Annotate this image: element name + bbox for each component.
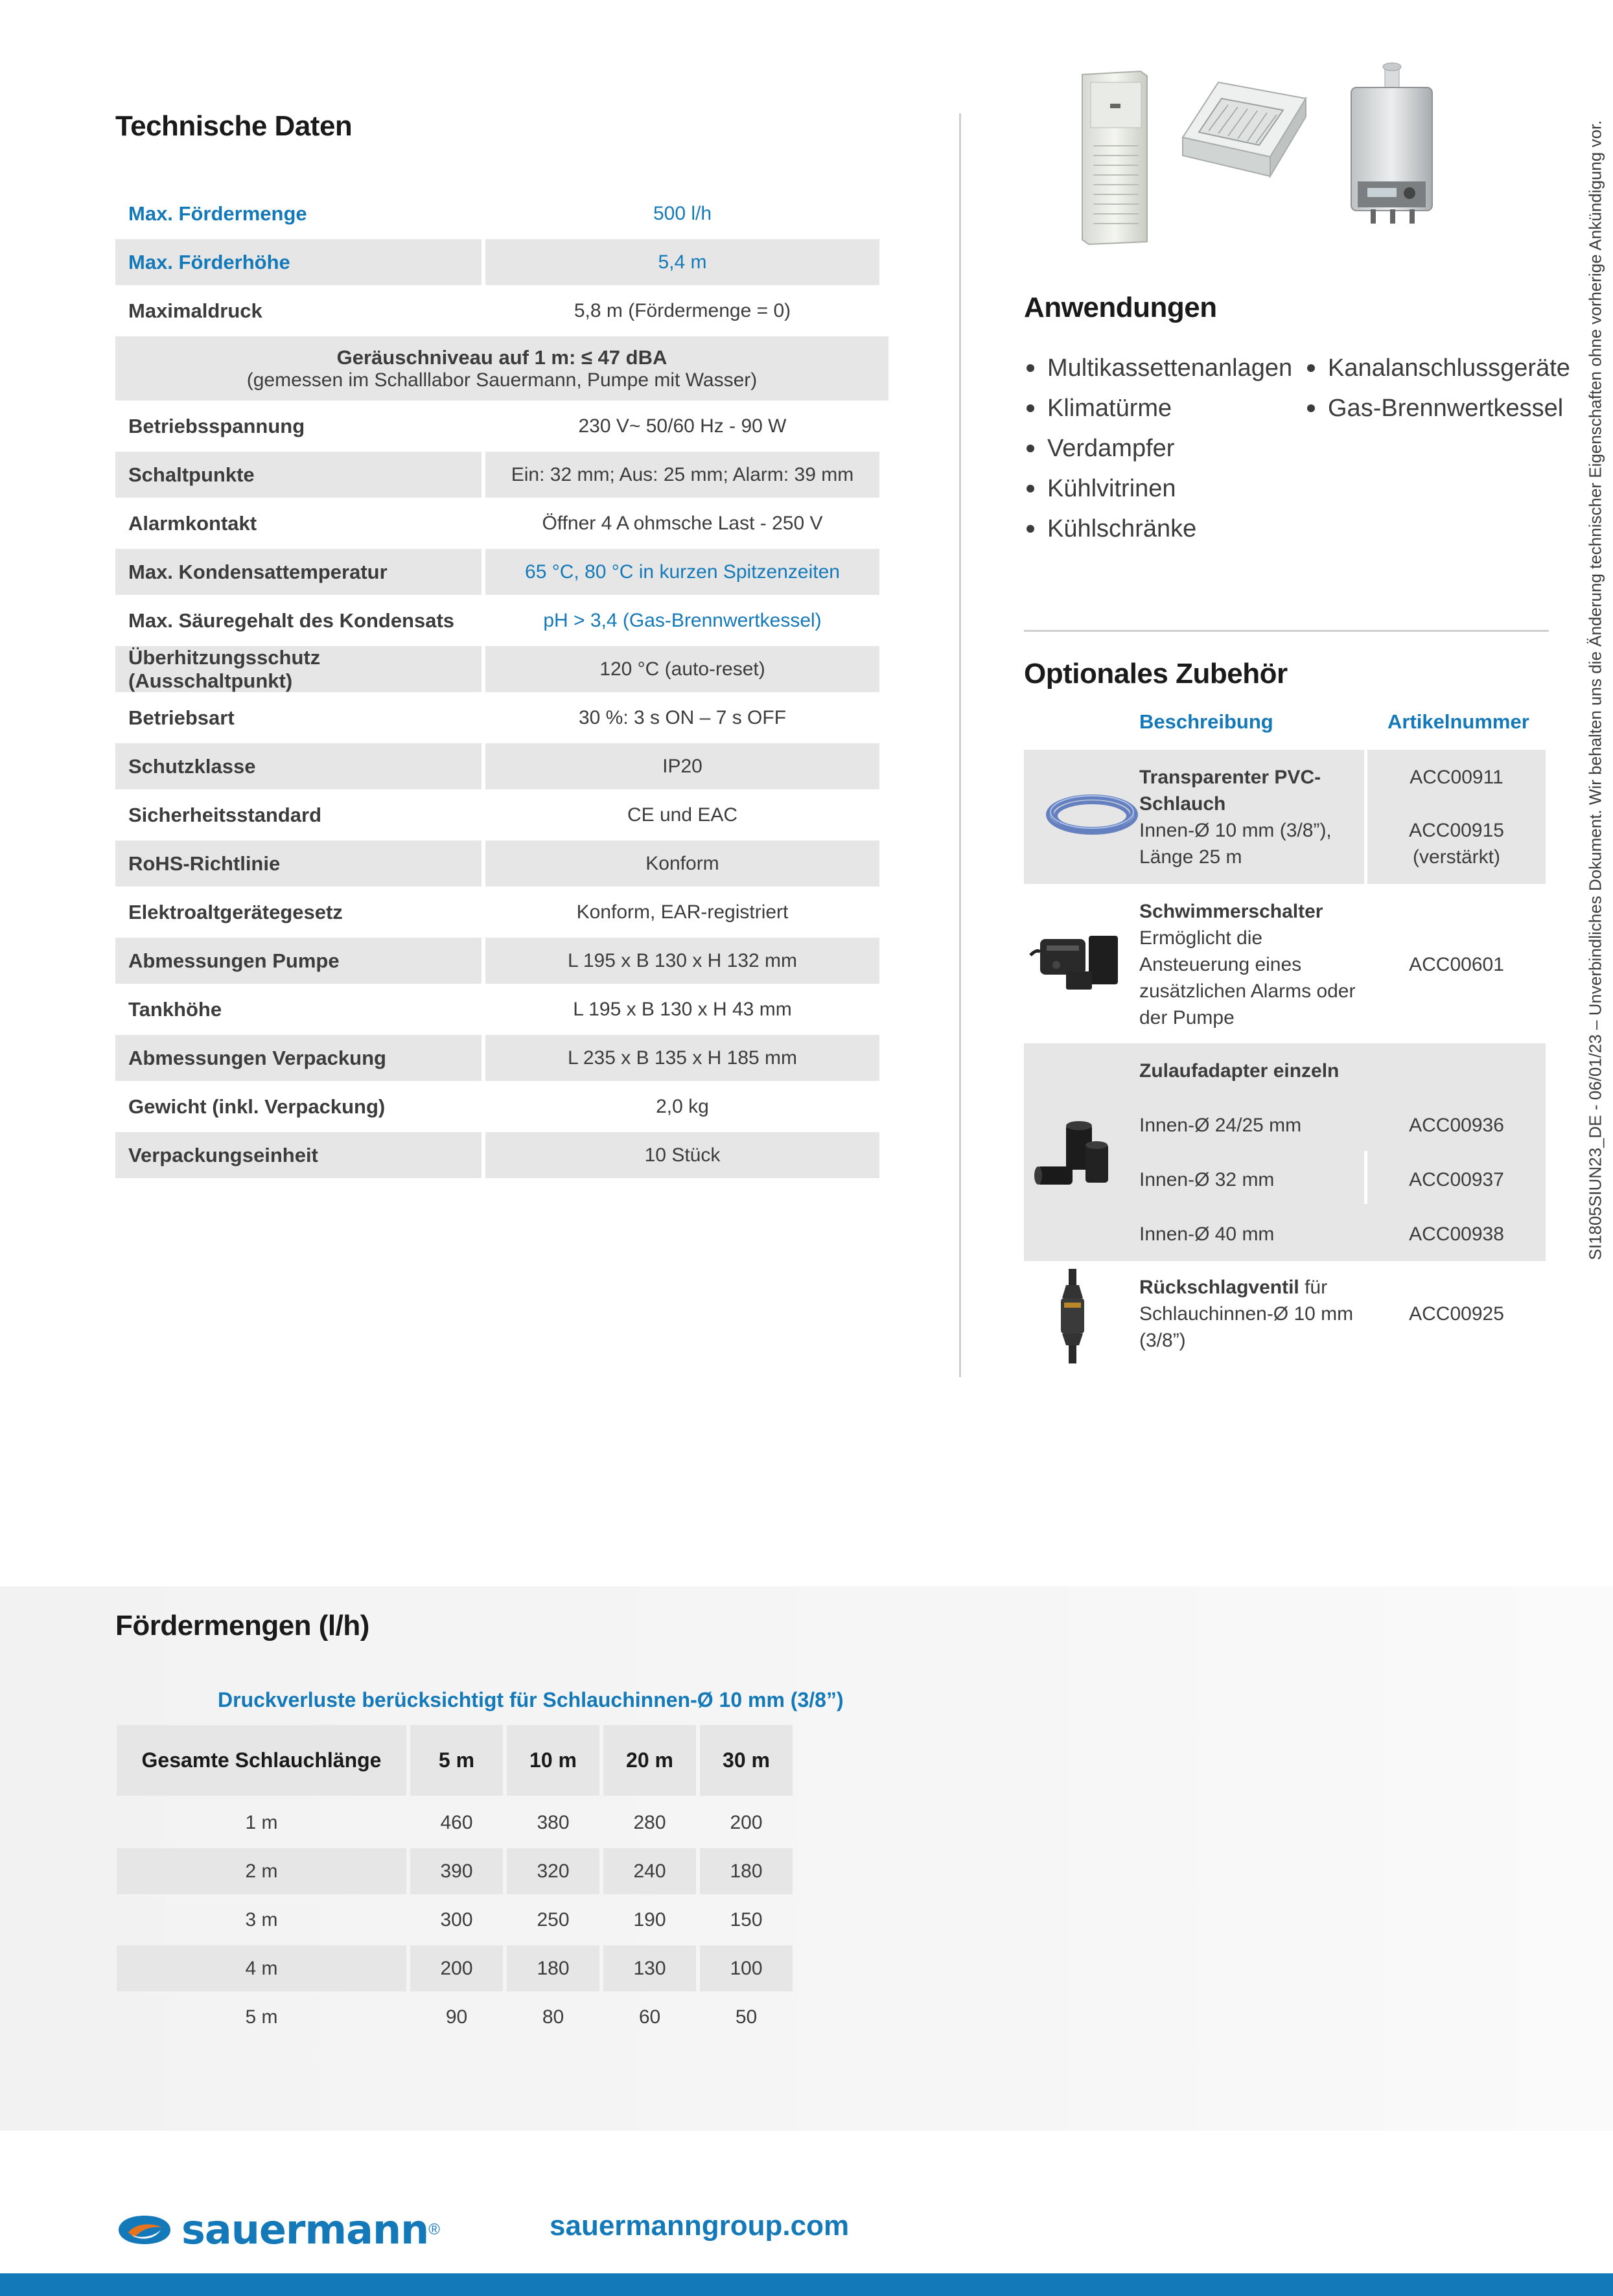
tech-key: RoHS-Richtlinie [115, 841, 482, 887]
table-cell: 320 [507, 1848, 599, 1894]
list-item [1305, 348, 1570, 388]
application-label: Klimatürme [1047, 394, 1172, 422]
table-row [115, 1035, 888, 1084]
table-row [115, 500, 888, 549]
table-row [115, 743, 888, 792]
float-switch-number: ACC00601 [1409, 954, 1504, 975]
table-row [115, 239, 888, 288]
table-row [115, 889, 888, 938]
table-row [115, 452, 888, 500]
hose-title-2: Schlauch [1139, 793, 1226, 815]
pvc-hose-image [1043, 782, 1141, 847]
tech-key: Max. Förderhöhe [115, 239, 482, 285]
tech-key: Tankhöhe [128, 997, 222, 1021]
tech-key: Sicherheitsstandard [128, 803, 322, 826]
check-valve-description [1139, 1274, 1353, 1354]
tech-value: Öffner 4 A ohmsche Last - 250 V [542, 512, 823, 534]
check-valve-line: (3/8”) [1139, 1330, 1186, 1351]
table-row [117, 1945, 793, 1994]
adapter-title-text: Zulaufadapter einzeln [1139, 1060, 1340, 1082]
tech-key: Schutzklasse [115, 743, 482, 789]
tech-key: Betriebsspannung [128, 414, 305, 437]
tech-key: Elektroaltgerätegesetz [128, 900, 343, 923]
tech-table [115, 191, 888, 1181]
bullet-icon [1027, 525, 1034, 533]
cassette-unit-image [1179, 79, 1309, 196]
list-item [1024, 509, 1292, 549]
adapter-item-number: ACC00938 [1409, 1223, 1504, 1245]
tech-value: pH > 3,4 (Gas-Brennwertkessel) [543, 609, 822, 631]
noise-level-note: (gemessen im Schalllabor Sauermann, Pumpe mit Wasser) [246, 369, 758, 391]
application-label: Kanalanschlussgeräte [1328, 354, 1570, 382]
bullet-icon [1027, 445, 1034, 452]
tech-key: Abmessungen Pumpe [115, 938, 482, 984]
col-header-article-number: Artikelnummer [1387, 710, 1529, 733]
float-switch-line: Ermöglicht die [1139, 927, 1263, 949]
tech-value: Konform [485, 841, 879, 887]
tech-value: Ein: 32 mm; Aus: 25 mm; Alarm: 39 mm [485, 452, 879, 498]
table-cell: 390 [410, 1848, 503, 1894]
table-row [115, 403, 888, 452]
flow-table [117, 1725, 793, 2043]
col-header: 30 m [700, 1725, 793, 1796]
table-cell: 300 [440, 1908, 473, 1931]
section-divider [1024, 630, 1549, 632]
bullet-icon [1027, 364, 1034, 372]
tech-value: 500 l/h [653, 202, 712, 224]
applications-list-1 [1024, 348, 1292, 549]
col-header: 5 m [410, 1725, 503, 1796]
tech-key: Verpackungseinheit [115, 1132, 482, 1178]
table-row [115, 938, 888, 986]
table-row [115, 646, 888, 695]
table-cell: 1 m [245, 1811, 278, 1833]
floor-standing-unit-image [1079, 68, 1150, 246]
table-row [115, 336, 888, 403]
table-row [117, 1897, 793, 1945]
col-header: 20 m [603, 1725, 696, 1796]
brand-name: sauermann [181, 2206, 429, 2253]
check-valve-title-rest: für [1299, 1277, 1328, 1298]
registered-mark: ® [428, 2220, 440, 2238]
condensing-boiler-image [1345, 62, 1442, 230]
noise-level-cell [115, 336, 888, 400]
bullet-icon [1307, 404, 1315, 412]
table-row [117, 1994, 793, 2043]
bullet-icon [1307, 364, 1315, 372]
check-valve-number: ACC00925 [1409, 1303, 1504, 1325]
noise-level-title: Geräuschniveau auf 1 m: ≤ 47 dBA [336, 345, 667, 369]
tech-key: Maximaldruck [128, 299, 262, 322]
accessory-row-float-switch [1024, 884, 1546, 1043]
col-header: 10 m [507, 1725, 599, 1796]
tech-value: L 235 x B 135 x H 185 mm [485, 1035, 879, 1081]
table-cell: 200 [730, 1811, 763, 1833]
tech-title: Technische Daten [115, 110, 353, 142]
float-switch-line: zusätzlichen Alarms oder [1139, 980, 1356, 1002]
tech-key: Schaltpunkte [115, 452, 482, 498]
list-item [1024, 348, 1292, 388]
tech-value: L 195 x B 130 x H 43 mm [573, 998, 792, 1020]
float-switch-image [1027, 923, 1131, 994]
table-cell: 240 [603, 1848, 696, 1894]
tech-value: 2,0 kg [656, 1095, 709, 1117]
accessory-row-hose [1024, 750, 1546, 884]
tech-value: 65 °C, 80 °C in kurzen Spitzenzeiten [485, 549, 879, 595]
hose-line-2: Länge 25 m [1139, 846, 1242, 868]
table-cell: 80 [542, 2006, 564, 2028]
table-row [117, 1848, 793, 1897]
hose-title-1: Transparenter PVC- [1139, 767, 1321, 788]
table-cell: 50 [735, 2006, 758, 2028]
table-row [115, 597, 888, 646]
table-cell: 130 [603, 1945, 696, 1991]
check-valve-image [1047, 1269, 1098, 1366]
tech-key: Gewicht (inkl. Verpackung) [128, 1095, 386, 1118]
table-cell: 460 [440, 1811, 473, 1833]
adapter-title [1139, 1058, 1339, 1084]
table-row [115, 986, 888, 1035]
tech-value: 230 V~ 50/60 Hz - 90 W [578, 415, 787, 437]
adapter-item-desc: Innen-Ø 24/25 mm [1139, 1115, 1302, 1136]
sauermann-logo-icon [115, 2210, 174, 2249]
table-row [115, 695, 888, 743]
table-cell: 90 [445, 2006, 468, 2028]
tech-value: CE und EAC [627, 804, 738, 826]
check-valve-title: Rückschlagventil [1139, 1277, 1299, 1298]
tech-key: Alarmkontakt [128, 511, 257, 535]
flow-title: Fördermengen (l/h) [115, 1610, 369, 1641]
float-switch-line: der Pumpe [1139, 1007, 1235, 1028]
table-cell: 60 [638, 2006, 661, 2028]
applications-list-2 [1305, 348, 1570, 428]
inlet-adapter-image [1030, 1115, 1121, 1205]
application-label: Kühlvitrinen [1047, 474, 1176, 502]
bullet-icon [1027, 404, 1034, 412]
tech-value: 10 Stück [485, 1132, 879, 1178]
tech-value: 30 %: 3 s ON – 7 s OFF [578, 706, 787, 728]
table-row [115, 841, 888, 889]
tech-key: Abmessungen Verpackung [115, 1035, 482, 1081]
adapter-item-desc: Innen-Ø 32 mm [1139, 1169, 1275, 1190]
adapter-item-number: ACC00936 [1409, 1115, 1504, 1136]
website-link[interactable]: sauermanngroup.com [550, 2210, 850, 2242]
accessories-title: Optionales Zubehör [1024, 658, 1288, 690]
tech-key: Überhitzungsschutz (Ausschaltpunkt) [115, 646, 482, 692]
flow-subtitle: Druckverluste berücksichtigt für Schlauchinnen-Ø 10 mm (3/8”) [218, 1688, 844, 1711]
tech-value: Konform, EAR-registriert [576, 901, 789, 923]
document-disclaimer: SI1805SIUN23_DE - 06/01/23 – Unverbindliches Dokument. Wir behalten uns die Änderung technischer Eigenschaften ohne vorherige Ankündigung vor. [1585, 120, 1605, 1260]
application-label: Gas-Brennwertkessel [1328, 394, 1564, 422]
list-item [1024, 388, 1292, 428]
table-cell: 200 [410, 1945, 503, 1991]
table-cell: 100 [700, 1945, 793, 1991]
table-cell: 250 [537, 1908, 570, 1931]
hose-number-1: ACC00911 [1410, 767, 1503, 788]
column-divider [959, 113, 961, 1377]
hose-number-2: ACC00915 [1409, 820, 1504, 841]
float-switch-title: Schwimmerschalter [1139, 901, 1323, 922]
table-cell: 180 [700, 1848, 793, 1894]
tech-key: Max. Kondensattemperatur [115, 549, 482, 595]
application-label: Multikassettenanlagen [1047, 354, 1293, 382]
list-item [1024, 469, 1292, 509]
application-label: Verdampfer [1047, 434, 1175, 462]
hose-description [1139, 764, 1332, 870]
col-header-description: Beschreibung [1139, 710, 1273, 733]
table-row [115, 1084, 888, 1132]
table-row [115, 792, 888, 841]
table-cell: 190 [633, 1908, 666, 1931]
accessory-row-check-valve [1024, 1261, 1546, 1378]
tech-key: Max. Fördermenge [128, 202, 307, 225]
tech-key: Betriebsart [128, 706, 235, 729]
adapter-item-desc: Innen-Ø 40 mm [1139, 1223, 1275, 1245]
table-row [115, 191, 888, 239]
tech-value: 5,8 m (Fördermenge = 0) [574, 299, 791, 321]
tech-value: 5,4 m [485, 239, 879, 285]
footer-bar [0, 2273, 1613, 2296]
table-row [115, 1132, 888, 1181]
hose-line-1: Innen-Ø 10 mm (3/8”), [1139, 820, 1332, 841]
table-cell: 4 m [117, 1945, 406, 1991]
table-row [117, 1800, 793, 1848]
sauermann-logo[interactable] [115, 2206, 440, 2253]
accessory-row-adapter [1024, 1043, 1546, 1261]
table-cell: 2 m [117, 1848, 406, 1894]
application-label: Kühlschränke [1047, 515, 1197, 542]
table-header-row [117, 1725, 793, 1800]
tech-value: 120 °C (auto-reset) [485, 646, 879, 692]
tech-value: L 195 x B 130 x H 132 mm [485, 938, 879, 984]
table-cell: 5 m [245, 2006, 278, 2028]
bullet-icon [1027, 485, 1034, 493]
table-row [115, 288, 888, 336]
col-header: Gesamte Schlauchlänge [117, 1725, 406, 1796]
tech-key: Max. Säuregehalt des Kondensats [128, 609, 455, 632]
list-item [1305, 388, 1570, 428]
table-cell: 3 m [245, 1908, 278, 1931]
table-cell: 280 [633, 1811, 666, 1833]
float-switch-line: Ansteuerung eines [1139, 954, 1302, 975]
adapter-item-number: ACC00937 [1409, 1169, 1504, 1190]
table-cell: 380 [537, 1811, 570, 1833]
applications-title: Anwendungen [1024, 292, 1217, 323]
list-item [1024, 428, 1292, 469]
check-valve-line: Schlauchinnen-Ø 10 mm [1139, 1303, 1354, 1325]
tech-value: IP20 [485, 743, 879, 789]
float-switch-description [1139, 898, 1356, 1031]
hose-number-2-note: (verstärkt) [1413, 846, 1500, 868]
table-cell: 150 [730, 1908, 763, 1931]
table-row [115, 549, 888, 597]
table-cell: 180 [507, 1945, 599, 1991]
